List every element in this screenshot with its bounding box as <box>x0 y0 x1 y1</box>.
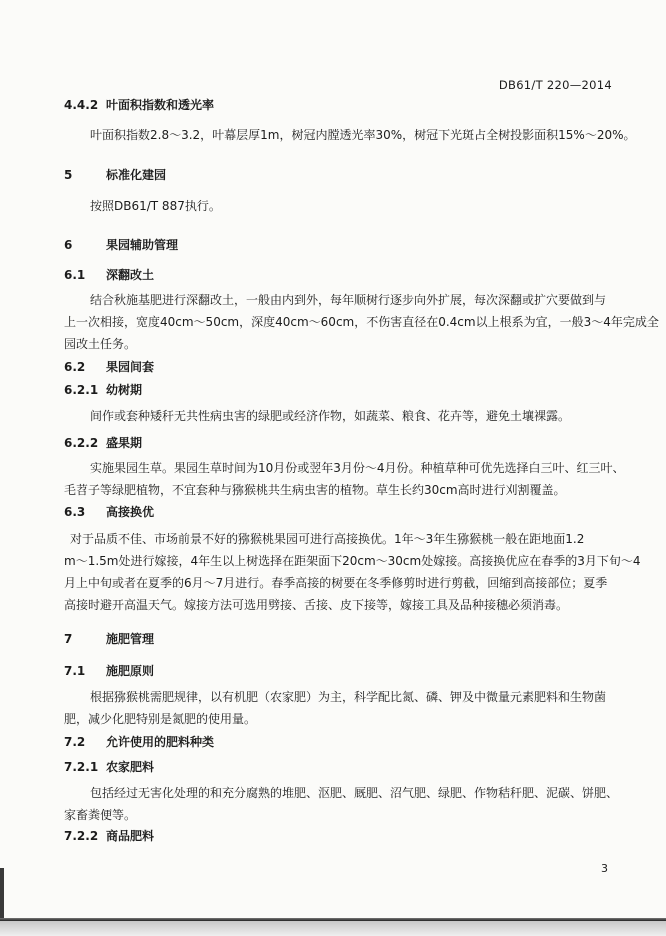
heading-number: 6.1 <box>64 268 86 282</box>
paragraph-7-1 <box>64 686 612 730</box>
heading-6-2-2 <box>64 434 142 451</box>
text-line: 毛苕子等绿肥植物，不宜套种与猕猴桃共生病虫害的植物。草生长约30cm高时进行刈割覆盖。 <box>64 483 566 497</box>
heading-title: 叶面积指数和透光率 <box>106 98 215 112</box>
text-line: 间作或套种矮秆无共性病虫害的绿肥或经济作物，如蔬菜、粮食、花卉等，避免土壤裸露。 <box>90 409 571 423</box>
heading-7-2 <box>64 733 214 750</box>
heading-title: 果园辅助管理 <box>106 238 179 252</box>
page-number: 3 <box>601 862 608 875</box>
heading-title: 农家肥料 <box>106 760 155 774</box>
heading-number: 6.2.2 <box>64 436 99 450</box>
standard-code: DB61/T 220—2014 <box>498 78 612 92</box>
heading-title: 幼树期 <box>106 383 143 397</box>
heading-title: 高接换优 <box>106 505 155 519</box>
paragraph-6-3 <box>64 528 641 616</box>
heading-7-2-2 <box>64 827 154 844</box>
heading-6-2-1 <box>64 381 142 398</box>
heading-title: 深翻改土 <box>106 268 155 282</box>
heading-number: 5 <box>64 168 73 182</box>
text-line: 叶面积指数2.8～3.2，叶幕层厚1m，树冠内膛透光率30%，树冠下光斑占全树投影面积15%～20%。 <box>90 128 636 142</box>
scan-edge-left <box>0 868 4 918</box>
heading-7-2-1 <box>64 758 154 775</box>
heading-title: 标准化建园 <box>106 168 167 182</box>
heading-title: 盛果期 <box>106 436 143 450</box>
paragraph-6-1 <box>64 289 659 355</box>
text-line: 上一次相接，宽度40cm～50cm，深度40cm～60cm，不伤害直径在0.4cm以上根系为宜，一般3～4年完成全 <box>64 315 659 329</box>
text-line: 结合秋施基肥进行深翻改土，一般由内到外，每年顺树行逐步向外扩展，每次深翻或扩穴要做到与 <box>90 293 607 307</box>
heading-6 <box>64 236 178 253</box>
text-line: 肥，减少化肥特别是氮肥的使用量。 <box>64 712 257 726</box>
heading-number: 6 <box>64 238 73 252</box>
heading-4-4-2 <box>64 96 214 113</box>
heading-title: 施肥管理 <box>106 632 155 646</box>
heading-number: 7.2 <box>64 735 86 749</box>
scan-margin-strip <box>0 921 666 936</box>
heading-number: 7.2.1 <box>64 760 99 774</box>
text-line: 对于品质不佳、市场前景不好的猕猴桃果园可进行高接换优。1年～3年生猕猴桃一般在距地面1.2 <box>70 532 585 546</box>
text-line: 实施果园生草。果园生草时间为10月份或翌年3月份～4月份。种植草种可优先选择白三叶、红三叶、 <box>90 461 625 475</box>
paragraph-5 <box>90 195 612 217</box>
heading-title: 允许使用的肥料种类 <box>106 735 215 749</box>
heading-title: 商品肥料 <box>106 829 155 843</box>
text-line: 按照DB61/T 887执行。 <box>90 199 221 213</box>
paragraph-6-2-2 <box>64 457 625 501</box>
text-line: 包括经过无害化处理的和充分腐熟的堆肥、沤肥、厩肥、沼气肥、绿肥、作物秸秆肥、泥碳、饼肥、 <box>90 786 619 800</box>
heading-title: 果园间套 <box>106 360 155 374</box>
heading-title: 施肥原则 <box>106 664 155 678</box>
text-line: m～1.5m处进行嫁接，4年生以上树选择在距架面下20cm～30cm处嫁接。高接换优应在春季的3月下旬～4 <box>64 554 641 568</box>
paragraph-4-4-2 <box>90 124 636 146</box>
heading-number: 7 <box>64 632 73 646</box>
heading-6-1 <box>64 266 154 283</box>
text-line: 家畜粪便等。 <box>64 808 137 822</box>
heading-5 <box>64 166 166 183</box>
heading-number: 6.2.1 <box>64 383 99 397</box>
text-line: 高接时避开高温天气。嫁接方法可选用劈接、舌接、皮下接等，嫁接工具及品种接穗必须消毒。 <box>64 598 569 612</box>
text-line: 园改土任务。 <box>64 337 137 351</box>
heading-number: 6.2 <box>64 360 86 374</box>
heading-number: 7.1 <box>64 664 86 678</box>
text-line: 根据猕猴桃需肥规律，以有机肥（农家肥）为主，科学配比氮、磷、钾及中微量元素肥料和生物菌 <box>90 690 607 704</box>
heading-number: 4.4.2 <box>64 98 99 112</box>
heading-number: 6.3 <box>64 505 86 519</box>
paragraph-6-2-1 <box>90 405 612 427</box>
heading-number: 7.2.2 <box>64 829 99 843</box>
heading-7-1 <box>64 662 154 679</box>
paragraph-7-2-1 <box>64 782 619 826</box>
heading-6-3 <box>64 503 154 520</box>
heading-6-2 <box>64 358 154 375</box>
text-line: 月上中旬或者在夏季的6月～7月进行。春季高接的树要在冬季修剪时进行剪截，回缩到高接部位；夏季 <box>64 576 608 590</box>
heading-7 <box>64 630 154 647</box>
